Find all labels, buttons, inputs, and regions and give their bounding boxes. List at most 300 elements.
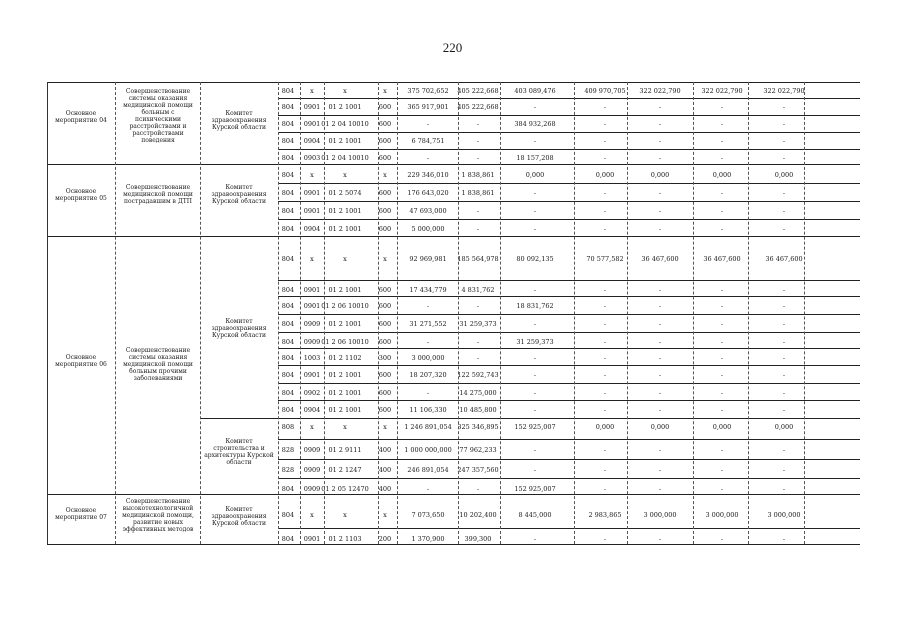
event-07-row-0-cell-7: 2 983,865 bbox=[588, 511, 622, 519]
event-05-executor: Комитет здравоохранения Курской области bbox=[211, 184, 267, 205]
event-06b-row-1-cell-9: - bbox=[720, 446, 724, 454]
event-06a-row-1-cell-1: 0901 bbox=[303, 286, 321, 294]
event-07-name: Совершенствование высокотехнологичной медицинской помощи, развитие новых эффективных методов bbox=[122, 498, 194, 533]
event-06b-row-0-cell-5: 325 346,895 bbox=[457, 423, 499, 431]
event-06b-row-3-cell-6: 152 925,007 bbox=[514, 485, 556, 493]
event-06a-row-8-cell-5: 10 485,800 bbox=[459, 406, 497, 414]
event-07-row-1-cell-2: 01 2 1103 bbox=[328, 535, 362, 543]
event-06a-row-7-cell-9: - bbox=[720, 389, 724, 397]
event-06a-row-border bbox=[278, 383, 860, 384]
event-05-row-1-cell-3: 600 bbox=[378, 189, 392, 197]
event-05-row-border bbox=[278, 201, 860, 202]
event-06b-row-3-cell-8: - bbox=[658, 485, 662, 493]
event-05-name: Совершенствование медицинской помощи пострадавшим в ДТП bbox=[123, 184, 193, 205]
event-05-row-2-cell-5: - bbox=[476, 207, 480, 215]
event-05-row-0-cell-8: 0,000 bbox=[650, 171, 670, 179]
event-04-name: Совершенствование системы оказания медицинской помощи больным с психическими расстройствами и расстройствами поведения bbox=[123, 88, 193, 144]
event-06a-row-8-cell-6: - bbox=[533, 406, 537, 414]
event-06a-row-8-cell-8: - bbox=[658, 406, 662, 414]
column-separator bbox=[115, 82, 116, 544]
event-06a-row-4-cell-2: 01 2 06 10010 bbox=[321, 338, 369, 346]
event-04-row-0-cell-2: х bbox=[343, 87, 347, 95]
event-06b-row-1-cell-4: 1 000 000,000 bbox=[404, 446, 452, 454]
event-04-row-1-cell-3: 600 bbox=[378, 103, 392, 111]
event-05-row-2-cell-8: - bbox=[658, 207, 662, 215]
event-07-row-1-cell-9: - bbox=[720, 535, 724, 543]
event-06a-row-0-cell-4: 92 969,981 bbox=[409, 255, 447, 263]
event-04-row-2-cell-5: - bbox=[476, 120, 480, 128]
event-04-row-0-cell-8: 322 022,790 bbox=[639, 87, 681, 95]
event-06a-row-0-cell-0: 804 bbox=[281, 255, 295, 263]
event-04-row-4-cell-7: - bbox=[603, 154, 607, 162]
event-06a-row-5-cell-10: - bbox=[782, 354, 786, 362]
page-number: 220 bbox=[442, 40, 463, 55]
event-06-name: Совершенствование системы оказания медицинской помощи больным прочими заболеваниями bbox=[123, 347, 193, 382]
event-05-row-3-cell-10: - bbox=[782, 225, 786, 233]
event-05-row-2-cell-7: - bbox=[603, 207, 607, 215]
event-05-row-0-cell-0: 804 bbox=[281, 171, 295, 179]
event-06a-row-1-cell-3: 600 bbox=[378, 286, 392, 294]
event-05-row-1-cell-5: 1 838,861 bbox=[461, 189, 495, 197]
event-04-row-4-cell-2: 01 2 04 10010 bbox=[321, 154, 369, 162]
event-05-row-2-cell-3: 600 bbox=[378, 207, 392, 215]
event-04-row-0-cell-6: 403 089,476 bbox=[514, 87, 556, 95]
event-06a-row-0-cell-8: 36 467,600 bbox=[641, 255, 679, 263]
event-06a-row-7-cell-7: - bbox=[603, 389, 607, 397]
event-06a-row-8-cell-9: - bbox=[720, 406, 724, 414]
event-05-row-1-cell-8: - bbox=[658, 189, 662, 197]
event-06a-row-3-cell-9: - bbox=[720, 320, 724, 328]
event-05-row-0-cell-6: 0,000 bbox=[525, 171, 545, 179]
event-06a-row-2-cell-3: 600 bbox=[378, 302, 392, 310]
event-05-row-0-cell-9: 0,000 bbox=[712, 171, 732, 179]
event-04-row-2-cell-2: 01 2 04 10010 bbox=[321, 120, 369, 128]
event-06a-row-5-cell-3: 300 bbox=[378, 354, 392, 362]
event-06a-row-border bbox=[278, 280, 860, 281]
event-06a-row-1-cell-6: - bbox=[533, 286, 537, 294]
event-07-row-0-cell-2: х bbox=[343, 511, 347, 519]
event-06b-row-0-cell-8: 0,000 bbox=[650, 423, 670, 431]
event-06a-row-7-cell-2: 01 2 1001 bbox=[328, 389, 362, 397]
event-06a-row-7-cell-1: 0902 bbox=[303, 389, 321, 397]
event-05-row-2-cell-1: 0901 bbox=[303, 207, 321, 215]
column-separator bbox=[500, 82, 501, 544]
section-06-top-border bbox=[47, 236, 860, 237]
event-06b-row-2-cell-1: 0909 bbox=[303, 466, 321, 474]
column-separator bbox=[378, 82, 379, 544]
event-04-row-1-cell-10: - bbox=[782, 103, 786, 111]
event-04-row-2-cell-10: - bbox=[782, 120, 786, 128]
event-06b-row-3-cell-10: - bbox=[782, 485, 786, 493]
event-06a-row-3-cell-6: - bbox=[533, 320, 537, 328]
event-05-row-3-cell-4: 5 000,000 bbox=[411, 225, 445, 233]
event-06a-row-8-cell-2: 01 2 1001 bbox=[328, 406, 362, 414]
event-06a-row-6-cell-9: - bbox=[720, 371, 724, 379]
event-06b-row-2-cell-0: 828 bbox=[281, 466, 295, 474]
event-07-row-0-cell-5: 10 202,400 bbox=[459, 511, 497, 519]
event-04-row-1-cell-6: - bbox=[533, 103, 537, 111]
event-06a-row-6-cell-4: 18 207,320 bbox=[409, 371, 447, 379]
event-06a-row-7-cell-3: 600 bbox=[378, 389, 392, 397]
event-06a-row-5-cell-5: - bbox=[476, 354, 480, 362]
event-06a-row-2-cell-10: - bbox=[782, 302, 786, 310]
event-06a-row-4-cell-3: 600 bbox=[378, 338, 392, 346]
event-06a-row-4-cell-7: - bbox=[603, 338, 607, 346]
event-07-row-border bbox=[278, 528, 860, 529]
event-04-row-3-cell-6: - bbox=[533, 137, 537, 145]
event-06a-row-2-cell-7: - bbox=[603, 302, 607, 310]
event-06b-row-1-cell-5: 77 962,233 bbox=[459, 446, 497, 454]
event-04-row-2-cell-7: - bbox=[603, 120, 607, 128]
event-06a-row-2-cell-4: - bbox=[426, 302, 430, 310]
event-06a-row-8-cell-7: - bbox=[603, 406, 607, 414]
event-04-row-4-cell-8: - bbox=[658, 154, 662, 162]
event-04-row-4-cell-9: - bbox=[720, 154, 724, 162]
event-06a-row-7-cell-0: 804 bbox=[281, 389, 295, 397]
event-06a-row-1-cell-7: - bbox=[603, 286, 607, 294]
event-06b-top-border bbox=[200, 418, 860, 419]
event-04-row-2-cell-3: 600 bbox=[378, 120, 392, 128]
event-07-row-1-cell-10: - bbox=[782, 535, 786, 543]
event-07-title: Основное мероприятие 07 bbox=[55, 507, 107, 521]
event-06b-row-3-cell-1: 0909 bbox=[303, 485, 321, 493]
event-07-row-0-cell-0: 804 bbox=[281, 511, 295, 519]
event-06a-row-4-cell-5: - bbox=[476, 338, 480, 346]
event-06a-row-3-cell-0: 804 bbox=[281, 320, 295, 328]
event-04-row-1-cell-4: 365 917,901 bbox=[407, 103, 449, 111]
event-04-row-2-cell-4: - bbox=[426, 120, 430, 128]
event-06b-row-1-cell-2: 01 2 9111 bbox=[328, 446, 362, 454]
event-07-row-0-cell-1: х bbox=[310, 511, 314, 519]
column-separator bbox=[397, 82, 398, 544]
event-06a-row-4-cell-10: - bbox=[782, 338, 786, 346]
event-06a-row-5-cell-1: 1003 bbox=[303, 354, 321, 362]
event-06a-row-border bbox=[278, 296, 860, 297]
event-05-row-1-cell-2: 01 2 5074 bbox=[328, 189, 362, 197]
event-04-row-4-cell-0: 804 bbox=[281, 154, 295, 162]
event-05-row-3-cell-7: - bbox=[603, 225, 607, 233]
event-06a-row-8-cell-3: 600 bbox=[378, 406, 392, 414]
event-05-row-0-cell-2: х bbox=[343, 171, 347, 179]
event-06a-row-2-cell-1: 0901 bbox=[303, 302, 321, 310]
event-06a-row-4-cell-1: 0909 bbox=[303, 338, 321, 346]
event-04-row-3-cell-8: - bbox=[658, 137, 662, 145]
event-06-title: Основное мероприятие 06 bbox=[55, 354, 107, 368]
event-06a-row-7-cell-4: - bbox=[426, 389, 430, 397]
event-04-row-0-cell-7: 409 970,705 bbox=[584, 87, 626, 95]
event-07-row-1-cell-3: 200 bbox=[378, 535, 392, 543]
event-06a-row-6-cell-7: - bbox=[603, 371, 607, 379]
event-04-row-4-cell-6: 18 157,208 bbox=[516, 154, 554, 162]
event-06a-row-7-cell-5: 14 275,000 bbox=[459, 389, 497, 397]
event-06a-row-border bbox=[278, 332, 860, 333]
event-04-row-4-cell-4: - bbox=[426, 154, 430, 162]
event-06-executor-b: Комитет строительства и архитектуры Курской области bbox=[204, 438, 274, 466]
event-06a-row-1-cell-2: 01 2 1001 bbox=[328, 286, 362, 294]
event-04-row-border bbox=[278, 149, 860, 150]
column-separator bbox=[278, 82, 279, 544]
event-06a-row-2-cell-5: - bbox=[476, 302, 480, 310]
event-07-row-1-cell-6: - bbox=[533, 535, 537, 543]
event-06a-row-2-cell-0: 804 bbox=[281, 302, 295, 310]
event-06b-row-1-cell-3: 400 bbox=[378, 446, 392, 454]
event-06a-row-4-cell-4: - bbox=[426, 338, 430, 346]
event-06b-row-0-cell-2: х bbox=[343, 423, 347, 431]
event-06b-row-1-cell-0: 828 bbox=[281, 446, 295, 454]
column-separator bbox=[458, 82, 459, 544]
event-06b-row-2-cell-10: - bbox=[782, 466, 786, 474]
event-05-row-3-cell-9: - bbox=[720, 225, 724, 233]
event-05-row-1-cell-0: 804 bbox=[281, 189, 295, 197]
event-06a-row-5-cell-8: - bbox=[658, 354, 662, 362]
event-06a-row-4-cell-6: 31 259,373 bbox=[516, 338, 554, 346]
event-04-executor: Комитет здравоохранения Курской области bbox=[211, 110, 267, 131]
event-06b-row-3-cell-5: - bbox=[476, 485, 480, 493]
event-04-row-0-cell-9: 322 022,790 bbox=[701, 87, 743, 95]
event-06a-row-6-cell-3: 600 bbox=[378, 371, 392, 379]
event-04-row-1-cell-2: 01 2 1001 bbox=[328, 103, 362, 111]
event-04-row-0-cell-1: х bbox=[310, 87, 314, 95]
event-06a-row-7-cell-10: - bbox=[782, 389, 786, 397]
event-06b-row-border bbox=[278, 478, 860, 479]
event-04-row-1-cell-5: 405 222,668 bbox=[457, 103, 499, 111]
event-04-row-4-cell-1: 0903 bbox=[303, 154, 321, 162]
event-06b-row-1-cell-10: - bbox=[782, 446, 786, 454]
column-separator bbox=[324, 82, 325, 544]
event-06a-row-border bbox=[278, 314, 860, 315]
event-04-row-1-cell-8: - bbox=[658, 103, 662, 111]
event-04-row-3-cell-2: 01 2 1001 bbox=[328, 137, 362, 145]
event-06a-row-5-cell-2: 01 2 1102 bbox=[328, 354, 362, 362]
event-06a-row-5-cell-0: 804 bbox=[281, 354, 295, 362]
section-05-top-border bbox=[47, 164, 860, 165]
event-06b-row-3-cell-7: - bbox=[603, 485, 607, 493]
event-06a-row-0-cell-10: 36 467,600 bbox=[765, 255, 803, 263]
event-06a-row-3-cell-3: 600 bbox=[378, 320, 392, 328]
event-05-row-2-cell-9: - bbox=[720, 207, 724, 215]
event-06a-row-0-cell-3: х bbox=[383, 255, 387, 263]
event-04-row-4-cell-5: - bbox=[476, 154, 480, 162]
event-04-row-1-cell-0: 804 bbox=[281, 103, 295, 111]
event-05-row-1-cell-6: - bbox=[533, 189, 537, 197]
event-07-row-0-cell-6: 8 445,000 bbox=[518, 511, 552, 519]
event-04-row-1-cell-1: 0901 bbox=[303, 103, 321, 111]
event-07-row-1-cell-0: 804 bbox=[281, 535, 295, 543]
event-05-row-2-cell-6: - bbox=[533, 207, 537, 215]
event-07-row-0-cell-8: 3 000,000 bbox=[643, 511, 677, 519]
event-04-row-0-cell-3: х bbox=[383, 87, 387, 95]
column-separator bbox=[804, 82, 805, 544]
event-06a-row-border bbox=[278, 365, 860, 366]
event-06b-row-3-cell-2: 01 2 05 12470 bbox=[321, 485, 369, 493]
event-05-row-0-cell-7: 0,000 bbox=[595, 171, 615, 179]
event-06b-row-2-cell-7: - bbox=[603, 466, 607, 474]
event-04-row-2-cell-9: - bbox=[720, 120, 724, 128]
event-07-row-1-cell-8: - bbox=[658, 535, 662, 543]
event-06a-row-3-cell-10: - bbox=[782, 320, 786, 328]
event-05-row-0-cell-1: х bbox=[310, 171, 314, 179]
event-05-row-3-cell-8: - bbox=[658, 225, 662, 233]
section-07-top-border bbox=[47, 494, 860, 495]
event-06a-row-3-cell-8: - bbox=[658, 320, 662, 328]
event-04-row-3-cell-0: 804 bbox=[281, 137, 295, 145]
event-04-row-border bbox=[278, 98, 860, 99]
event-05-row-border bbox=[278, 183, 860, 184]
event-05-row-1-cell-7: - bbox=[603, 189, 607, 197]
event-06a-row-1-cell-5: 4 831,762 bbox=[461, 286, 495, 294]
event-07-row-1-cell-5: 399,300 bbox=[464, 535, 492, 543]
event-06b-row-0-cell-9: 0,000 bbox=[712, 423, 732, 431]
event-06a-row-border bbox=[278, 348, 860, 349]
event-06a-row-0-cell-1: х bbox=[310, 255, 314, 263]
event-04-row-2-cell-6: 384 932,268 bbox=[514, 120, 556, 128]
column-separator bbox=[200, 82, 201, 544]
event-06a-row-5-cell-4: 3 000,000 bbox=[411, 354, 445, 362]
event-06b-row-2-cell-6: - bbox=[533, 466, 537, 474]
event-06a-row-1-cell-10: - bbox=[782, 286, 786, 294]
event-04-row-2-cell-8: - bbox=[658, 120, 662, 128]
event-05-row-3-cell-2: 01 2 1001 bbox=[328, 225, 362, 233]
event-05-row-1-cell-4: 176 643,020 bbox=[407, 189, 449, 197]
event-06a-row-6-cell-6: - bbox=[533, 371, 537, 379]
event-06b-row-0-cell-3: х bbox=[383, 423, 387, 431]
event-05-row-1-cell-1: 0901 bbox=[303, 189, 321, 197]
event-06a-row-7-cell-6: - bbox=[533, 389, 537, 397]
event-06a-row-2-cell-8: - bbox=[658, 302, 662, 310]
event-05-row-3-cell-1: 0904 bbox=[303, 225, 321, 233]
event-06a-row-3-cell-5: 31 259,373 bbox=[459, 320, 497, 328]
event-04-row-2-cell-1: 0901 bbox=[303, 120, 321, 128]
event-04-row-1-cell-9: - bbox=[720, 103, 724, 111]
event-06a-row-1-cell-9: - bbox=[720, 286, 724, 294]
event-04-row-0-cell-5: 405 222,668 bbox=[457, 87, 499, 95]
event-04-row-0-cell-10: 322 022,790 bbox=[763, 87, 805, 95]
event-06b-row-0-cell-6: 152 925,007 bbox=[514, 423, 556, 431]
event-07-row-1-cell-7: - bbox=[603, 535, 607, 543]
event-06a-row-border bbox=[278, 400, 860, 401]
event-06a-row-8-cell-10: - bbox=[782, 406, 786, 414]
event-06a-row-0-cell-6: 80 092,135 bbox=[516, 255, 554, 263]
event-07-row-1-cell-4: 1 370,900 bbox=[411, 535, 445, 543]
event-07-row-0-cell-10: 3 000,000 bbox=[767, 511, 801, 519]
event-06a-row-6-cell-5: 122 592,743 bbox=[457, 371, 499, 379]
event-06a-row-3-cell-1: 0909 bbox=[303, 320, 321, 328]
event-05-row-0-cell-4: 229 346,010 bbox=[407, 171, 449, 179]
event-06a-row-6-cell-0: 804 bbox=[281, 371, 295, 379]
event-06a-row-0-cell-2: х bbox=[343, 255, 347, 263]
event-06b-row-border bbox=[278, 439, 860, 440]
event-04-row-4-cell-3: 600 bbox=[378, 154, 392, 162]
event-06b-row-3-cell-0: 804 bbox=[281, 485, 295, 493]
event-06a-row-4-cell-9: - bbox=[720, 338, 724, 346]
event-04-row-3-cell-1: 0904 bbox=[303, 137, 321, 145]
event-06a-row-4-cell-0: 804 bbox=[281, 338, 295, 346]
event-04-row-3-cell-5: - bbox=[476, 137, 480, 145]
event-04-row-border bbox=[278, 132, 860, 133]
event-04-row-3-cell-10: - bbox=[782, 137, 786, 145]
event-07-row-0-cell-9: 3 000,000 bbox=[705, 511, 739, 519]
event-06-executor-a: Комитет здравоохранения Курской области bbox=[211, 318, 267, 339]
event-05-row-3-cell-3: 600 bbox=[378, 225, 392, 233]
event-04-row-3-cell-7: - bbox=[603, 137, 607, 145]
event-05-row-2-cell-0: 804 bbox=[281, 207, 295, 215]
event-06b-row-0-cell-4: 1 246 891,054 bbox=[404, 423, 452, 431]
event-04-row-3-cell-3: 600 bbox=[378, 137, 392, 145]
event-06b-row-0-cell-0: 808 bbox=[281, 423, 295, 431]
event-06a-row-2-cell-6: 18 831,762 bbox=[516, 302, 554, 310]
event-04-row-4-cell-10: - bbox=[782, 154, 786, 162]
event-07-row-1-cell-1: 0901 bbox=[303, 535, 321, 543]
event-06b-row-2-cell-8: - bbox=[658, 466, 662, 474]
event-06a-row-4-cell-8: - bbox=[658, 338, 662, 346]
event-06b-row-2-cell-2: 01 2 1247 bbox=[328, 466, 362, 474]
event-06a-row-7-cell-8: - bbox=[658, 389, 662, 397]
event-06a-row-6-cell-10: - bbox=[782, 371, 786, 379]
event-06b-row-0-cell-7: 0,000 bbox=[595, 423, 615, 431]
event-06b-row-border bbox=[278, 459, 860, 460]
event-06a-row-6-cell-1: 0901 bbox=[303, 371, 321, 379]
event-06b-row-1-cell-1: 0909 bbox=[303, 446, 321, 454]
event-06b-row-1-cell-8: - bbox=[658, 446, 662, 454]
event-04-title: Основное мероприятие 04 bbox=[55, 110, 107, 124]
column-separator bbox=[693, 82, 694, 544]
event-05-row-2-cell-4: 47 693,000 bbox=[409, 207, 447, 215]
event-06a-row-1-cell-8: - bbox=[658, 286, 662, 294]
event-06b-row-1-cell-7: - bbox=[603, 446, 607, 454]
event-06b-row-3-cell-9: - bbox=[720, 485, 724, 493]
event-06a-row-3-cell-2: 01 2 1001 bbox=[328, 320, 362, 328]
event-06b-row-2-cell-9: - bbox=[720, 466, 724, 474]
event-05-row-0-cell-10: 0,000 bbox=[774, 171, 794, 179]
column-separator bbox=[300, 82, 301, 544]
event-07-row-0-cell-4: 7 073,650 bbox=[411, 511, 445, 519]
column-separator bbox=[748, 82, 749, 544]
event-05-row-2-cell-10: - bbox=[782, 207, 786, 215]
event-06a-row-8-cell-4: 11 106,330 bbox=[409, 406, 447, 414]
event-04-row-0-cell-0: 804 bbox=[281, 87, 295, 95]
event-06a-row-5-cell-9: - bbox=[720, 354, 724, 362]
event-06a-row-5-cell-7: - bbox=[603, 354, 607, 362]
event-06a-row-1-cell-4: 17 434,779 bbox=[409, 286, 447, 294]
event-07-executor: Комитет здравоохранения Курской области bbox=[211, 506, 267, 527]
event-06a-row-2-cell-2: 01 2 06 10010 bbox=[321, 302, 369, 310]
event-04-row-border bbox=[278, 115, 860, 116]
event-05-row-1-cell-9: - bbox=[720, 189, 724, 197]
event-05-row-3-cell-6: - bbox=[533, 225, 537, 233]
event-06a-row-8-cell-1: 0904 bbox=[303, 406, 321, 414]
table-bottom-border bbox=[47, 544, 860, 545]
event-06a-row-0-cell-9: 36 467,600 bbox=[703, 255, 741, 263]
event-05-row-3-cell-0: 804 bbox=[281, 225, 295, 233]
event-05-row-border bbox=[278, 219, 860, 220]
event-06a-row-6-cell-8: - bbox=[658, 371, 662, 379]
event-06b-row-2-cell-3: 400 bbox=[378, 466, 392, 474]
event-05-row-2-cell-2: 01 2 1001 bbox=[328, 207, 362, 215]
event-06b-row-0-cell-1: х bbox=[310, 423, 314, 431]
event-06a-row-1-cell-0: 804 bbox=[281, 286, 295, 294]
event-06b-row-3-cell-3: 400 bbox=[378, 485, 392, 493]
event-06a-row-2-cell-9: - bbox=[720, 302, 724, 310]
event-05-row-0-cell-5: 1 838,861 bbox=[461, 171, 495, 179]
event-06a-row-0-cell-5: 185 564,978 bbox=[457, 255, 499, 263]
column-separator bbox=[627, 82, 628, 544]
event-04-row-2-cell-0: 804 bbox=[281, 120, 295, 128]
event-06b-row-1-cell-6: - bbox=[533, 446, 537, 454]
event-06a-row-5-cell-6: - bbox=[533, 354, 537, 362]
event-05-row-1-cell-10: - bbox=[782, 189, 786, 197]
event-04-row-3-cell-4: 6 784,751 bbox=[411, 137, 445, 145]
event-06a-row-3-cell-7: - bbox=[603, 320, 607, 328]
